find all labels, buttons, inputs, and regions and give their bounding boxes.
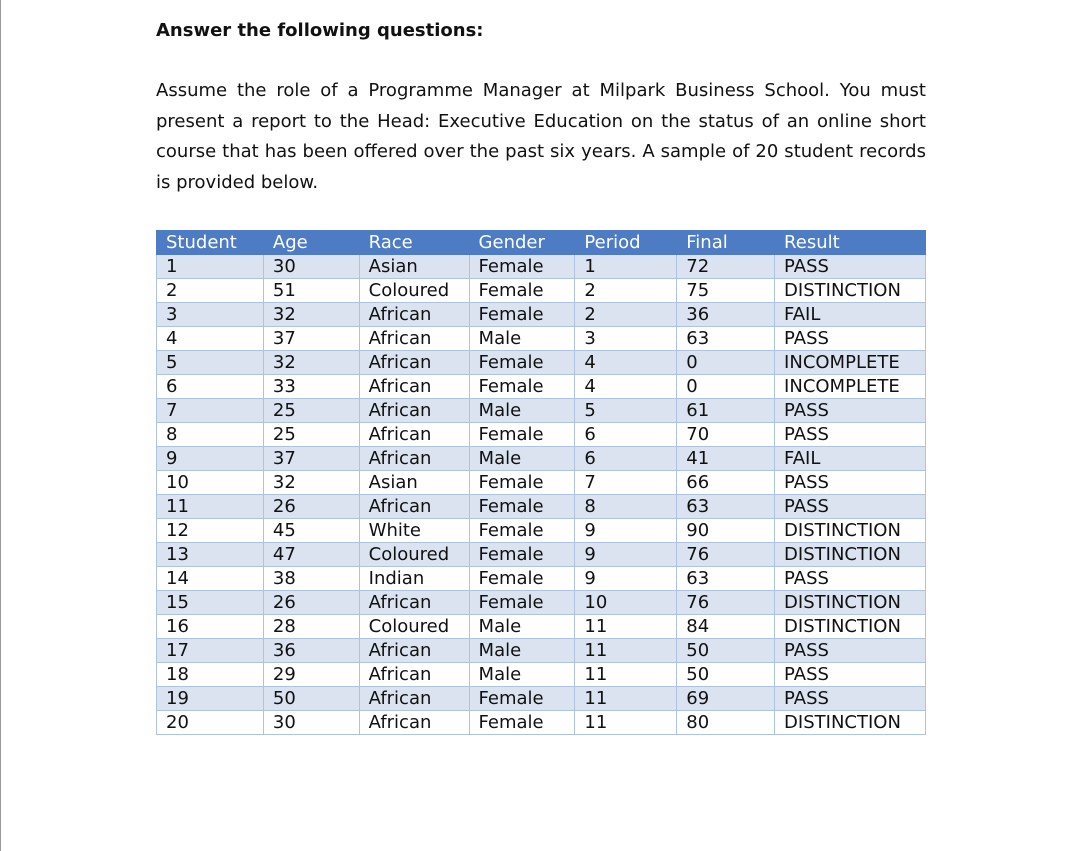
cell-student: 3 [157,303,264,327]
cell-student: 13 [157,543,264,567]
cell-result: DISTINCTION [775,279,926,303]
cell-final: 50 [677,639,775,663]
cell-age: 30 [263,255,359,279]
cell-period: 5 [575,399,677,423]
cell-period: 7 [575,471,677,495]
table-row [157,327,926,351]
cell-age: 29 [263,663,359,687]
cell-result: PASS [775,567,926,591]
cell-age: 32 [263,303,359,327]
cell-final: 50 [677,663,775,687]
cell-gender: Female [469,471,575,495]
cell-period: 4 [575,351,677,375]
cell-result: PASS [775,327,926,351]
header-gender: Gender [469,231,575,255]
cell-result: PASS [775,663,926,687]
cell-period: 11 [575,639,677,663]
table-row [157,639,926,663]
table-row [157,615,926,639]
cell-period: 6 [575,447,677,471]
table-body [157,255,926,735]
page-left-edge [0,0,1,851]
cell-student: 1 [157,255,264,279]
cell-age: 37 [263,327,359,351]
cell-age: 50 [263,687,359,711]
cell-period: 3 [575,327,677,351]
cell-result: INCOMPLETE [775,375,926,399]
cell-result: FAIL [775,447,926,471]
cell-gender: Male [469,399,575,423]
cell-final: 63 [677,495,775,519]
cell-final: 72 [677,255,775,279]
cell-gender: Male [469,615,575,639]
cell-period: 11 [575,663,677,687]
cell-gender: Male [469,447,575,471]
table-row [157,279,926,303]
cell-race: African [359,351,469,375]
cell-student: 12 [157,519,264,543]
cell-race: African [359,591,469,615]
cell-age: 45 [263,519,359,543]
cell-race: Indian [359,567,469,591]
header-period: Period [575,231,677,255]
cell-student: 18 [157,663,264,687]
cell-period: 11 [575,711,677,735]
page-heading: Answer the following questions: [156,20,484,41]
cell-period: 11 [575,687,677,711]
cell-result: DISTINCTION [775,519,926,543]
cell-student: 9 [157,447,264,471]
table-row [157,567,926,591]
cell-race: African [359,423,469,447]
cell-gender: Female [469,255,575,279]
cell-gender: Female [469,519,575,543]
cell-gender: Female [469,591,575,615]
cell-gender: Male [469,327,575,351]
table-row [157,543,926,567]
cell-student: 15 [157,591,264,615]
cell-student: 16 [157,615,264,639]
cell-gender: Female [469,687,575,711]
cell-race: Coloured [359,615,469,639]
cell-result: DISTINCTION [775,591,926,615]
header-student: Student [157,231,264,255]
cell-race: African [359,639,469,663]
cell-student: 19 [157,687,264,711]
table-row [157,423,926,447]
cell-final: 84 [677,615,775,639]
cell-race: Coloured [359,279,469,303]
cell-gender: Female [469,423,575,447]
table-row [157,663,926,687]
table-row [157,375,926,399]
cell-gender: Female [469,303,575,327]
cell-student: 11 [157,495,264,519]
cell-period: 11 [575,615,677,639]
cell-race: African [359,711,469,735]
cell-student: 20 [157,711,264,735]
cell-race: African [359,663,469,687]
cell-race: African [359,303,469,327]
cell-student: 14 [157,567,264,591]
cell-period: 8 [575,495,677,519]
cell-race: African [359,495,469,519]
table-row [157,399,926,423]
cell-age: 28 [263,615,359,639]
cell-final: 69 [677,687,775,711]
cell-final: 61 [677,399,775,423]
cell-student: 6 [157,375,264,399]
cell-final: 76 [677,543,775,567]
table-row [157,303,926,327]
cell-gender: Female [469,567,575,591]
cell-age: 32 [263,351,359,375]
table-row [157,711,926,735]
intro-paragraph: Assume the role of a Programme Manager at Milpark Business School. You must present a report to the Head: Executive Education on the status of an online short course that has been offered over the past six years. A sample of 20 student records is provided below. [156,80,926,193]
cell-period: 2 [575,279,677,303]
cell-student: 2 [157,279,264,303]
cell-age: 32 [263,471,359,495]
cell-gender: Female [469,279,575,303]
cell-result: DISTINCTION [775,543,926,567]
cell-race: African [359,399,469,423]
cell-result: PASS [775,423,926,447]
table-row [157,255,926,279]
header-result: Result [775,231,926,255]
cell-result: PASS [775,255,926,279]
table-row [157,471,926,495]
cell-final: 41 [677,447,775,471]
cell-age: 30 [263,711,359,735]
cell-final: 70 [677,423,775,447]
cell-student: 5 [157,351,264,375]
cell-age: 26 [263,495,359,519]
cell-age: 47 [263,543,359,567]
cell-period: 1 [575,255,677,279]
table-row [157,687,926,711]
cell-result: FAIL [775,303,926,327]
cell-gender: Female [469,711,575,735]
cell-student: 8 [157,423,264,447]
cell-period: 9 [575,519,677,543]
cell-age: 26 [263,591,359,615]
cell-race: Asian [359,255,469,279]
table-row [157,447,926,471]
cell-result: PASS [775,471,926,495]
cell-result: PASS [775,399,926,423]
cell-result: INCOMPLETE [775,351,926,375]
cell-race: White [359,519,469,543]
cell-gender: Male [469,663,575,687]
cell-race: African [359,327,469,351]
cell-gender: Female [469,543,575,567]
cell-final: 75 [677,279,775,303]
cell-result: PASS [775,687,926,711]
cell-race: African [359,447,469,471]
cell-period: 4 [575,375,677,399]
cell-student: 17 [157,639,264,663]
cell-final: 63 [677,567,775,591]
cell-age: 51 [263,279,359,303]
cell-period: 9 [575,543,677,567]
cell-race: Asian [359,471,469,495]
table-header-row [157,231,926,255]
cell-final: 80 [677,711,775,735]
student-records-table [156,230,926,735]
cell-age: 38 [263,567,359,591]
table-row [157,351,926,375]
table-row [157,519,926,543]
cell-final: 66 [677,471,775,495]
cell-period: 2 [575,303,677,327]
cell-final: 0 [677,351,775,375]
cell-result: DISTINCTION [775,615,926,639]
cell-age: 25 [263,399,359,423]
table-row [157,495,926,519]
cell-final: 90 [677,519,775,543]
cell-age: 25 [263,423,359,447]
cell-race: Coloured [359,543,469,567]
cell-student: 7 [157,399,264,423]
cell-gender: Female [469,495,575,519]
cell-age: 33 [263,375,359,399]
cell-race: African [359,687,469,711]
table-row [157,591,926,615]
cell-gender: Female [469,375,575,399]
cell-result: PASS [775,495,926,519]
header-final: Final [677,231,775,255]
cell-student: 10 [157,471,264,495]
cell-final: 63 [677,327,775,351]
cell-period: 9 [575,567,677,591]
header-age: Age [263,231,359,255]
cell-age: 37 [263,447,359,471]
cell-result: PASS [775,639,926,663]
cell-race: African [359,375,469,399]
cell-age: 36 [263,639,359,663]
cell-gender: Female [469,351,575,375]
cell-final: 76 [677,591,775,615]
cell-result: DISTINCTION [775,711,926,735]
cell-period: 10 [575,591,677,615]
cell-student: 4 [157,327,264,351]
cell-final: 0 [677,375,775,399]
header-race: Race [359,231,469,255]
cell-final: 36 [677,303,775,327]
cell-gender: Male [469,639,575,663]
cell-period: 6 [575,423,677,447]
